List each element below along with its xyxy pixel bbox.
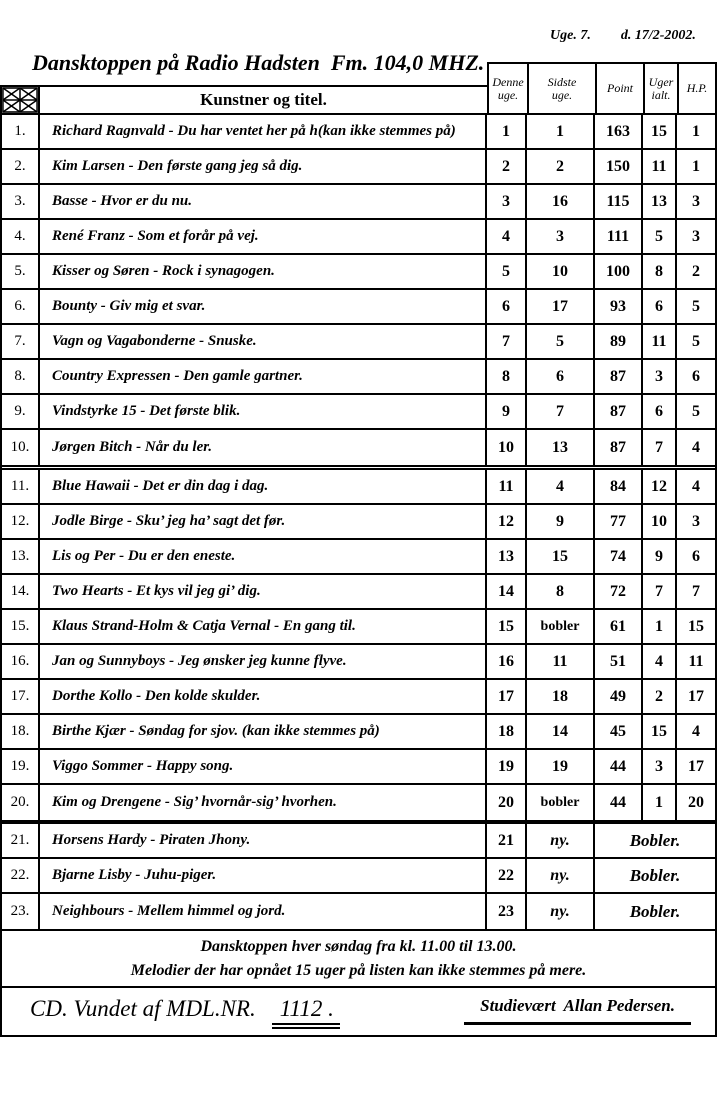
week-label: Uge. 7. <box>550 28 591 43</box>
table-row <box>2 115 715 150</box>
col-header-hp: H.P. <box>686 81 708 95</box>
song-title-cell: Bounty - Giv mig et svar. <box>40 290 487 323</box>
point-cell: 74 <box>595 540 643 573</box>
rank-cell: 13. <box>2 540 40 573</box>
table-row <box>2 824 715 859</box>
uger-ialt-cell: 11 <box>643 150 677 183</box>
denne-uge-cell: 3 <box>487 185 527 218</box>
sidste-uge-cell: ny. <box>527 824 595 857</box>
chart-table <box>0 113 717 1037</box>
song-title-cell: Kim og Drengene - Sig’ hvornår-sig’ hvorhen. <box>40 785 487 820</box>
uger-ialt-cell: 5 <box>643 220 677 253</box>
point-cell: 111 <box>595 220 643 253</box>
uger-ialt-cell: 3 <box>643 360 677 393</box>
column-headers <box>487 62 717 113</box>
uger-ialt-cell: 11 <box>643 325 677 358</box>
hp-cell: 1 <box>692 157 700 175</box>
sidste-uge-cell: 1 <box>527 115 595 148</box>
uger-ialt-cell: 13 <box>643 185 677 218</box>
table-row <box>2 290 715 325</box>
main-column-header: Kunstner og titel. <box>200 90 327 109</box>
table-row <box>2 185 715 220</box>
rank-cell: 18. <box>2 715 40 748</box>
denne-uge-cell: 21 <box>487 824 527 857</box>
denne-uge-cell: 22 <box>487 859 527 892</box>
table-row <box>2 325 715 360</box>
bobler-status-cell: Bobler. <box>629 901 681 921</box>
denne-uge-cell: 12 <box>487 505 527 538</box>
footer-notes <box>0 929 717 988</box>
point-cell: 115 <box>595 185 643 218</box>
meta-row <box>550 28 696 44</box>
song-title-cell: Dorthe Kollo - Den kolde skulder. <box>40 680 487 713</box>
song-title-cell: Viggo Sommer - Happy song. <box>40 750 487 783</box>
point-cell: 61 <box>595 610 643 643</box>
table-row <box>2 750 715 785</box>
rank-cell: 23. <box>2 894 40 929</box>
point-cell: 84 <box>595 470 643 503</box>
table-row <box>2 395 715 430</box>
sidste-uge-cell: 14 <box>527 715 595 748</box>
song-title-cell: Klaus Strand-Holm & Catja Vernal - En gang til. <box>40 610 487 643</box>
denne-uge-cell: 17 <box>487 680 527 713</box>
song-title-cell: Vagn og Vagabonderne - Snuske. <box>40 325 487 358</box>
hp-cell: 11 <box>688 652 704 670</box>
table-row <box>2 470 715 505</box>
table-row <box>2 360 715 395</box>
hp-cell: 7 <box>692 582 700 600</box>
uger-ialt-cell: 4 <box>643 645 677 678</box>
hp-cell: 3 <box>692 227 700 245</box>
song-title-cell: Jørgen Bitch - Når du ler. <box>40 430 487 465</box>
song-title-cell: Horsens Hardy - Piraten Jhony. <box>40 824 487 857</box>
sidste-uge-cell: 11 <box>527 645 595 678</box>
uger-ialt-cell: 6 <box>643 290 677 323</box>
rank-cell: 9. <box>2 395 40 428</box>
denne-uge-cell: 9 <box>487 395 527 428</box>
hp-cell: 5 <box>692 332 700 350</box>
denne-uge-cell: 14 <box>487 575 527 608</box>
rank-cell: 3. <box>2 185 40 218</box>
denne-uge-cell: 15 <box>487 610 527 643</box>
point-cell: 89 <box>595 325 643 358</box>
crosshatch-grid-icon <box>2 87 40 113</box>
denne-uge-cell: 10 <box>487 430 527 465</box>
host-name: Studievært Allan Pedersen. <box>464 996 691 1025</box>
hp-cell: 15 <box>688 617 704 635</box>
table-row <box>2 785 715 820</box>
uger-ialt-cell: 1 <box>643 610 677 643</box>
song-title-cell: Richard Ragnvald - Du har ventet her på h(kan ikke stemmes på) <box>40 115 487 148</box>
hp-cell: 17 <box>688 757 704 775</box>
bobler-status-cell: Bobler. <box>629 830 681 850</box>
denne-uge-cell: 7 <box>487 325 527 358</box>
cd-winner-section <box>0 988 717 1037</box>
uger-ialt-cell: 1 <box>643 785 677 820</box>
rows-eleven-to-twenty <box>0 470 717 820</box>
denne-uge-cell: 6 <box>487 290 527 323</box>
rank-cell: 6. <box>2 290 40 323</box>
hp-cell: 4 <box>692 722 700 740</box>
date-label: d. 17/2-2002. <box>620 28 696 43</box>
page-title: Dansktoppen på Radio Hadsten Fm. 104,0 MHZ. <box>32 50 485 75</box>
point-cell: 72 <box>595 575 643 608</box>
rank-cell: 12. <box>2 505 40 538</box>
point-cell: 44 <box>595 750 643 783</box>
sidste-uge-cell: 18 <box>527 680 595 713</box>
table-row <box>2 680 715 715</box>
uger-ialt-cell: 9 <box>643 540 677 573</box>
uger-ialt-cell: 8 <box>643 255 677 288</box>
cd-winner-number-underline <box>272 996 340 1029</box>
cd-winner-label: CD. Vundet af MDL.NR. <box>30 996 256 1021</box>
table-row <box>2 505 715 540</box>
song-title-cell: Jan og Sunnyboys - Jeg ønsker jeg kunne flyve. <box>40 645 487 678</box>
rank-cell: 7. <box>2 325 40 358</box>
sidste-uge-cell: 2 <box>527 150 595 183</box>
cd-winner-line <box>30 996 340 1029</box>
hp-cell: 6 <box>692 367 700 385</box>
rank-cell: 16. <box>2 645 40 678</box>
song-title-cell: Jodle Birge - Sku’ jeg ha’ sagt det før. <box>40 505 487 538</box>
sidste-uge-cell: 3 <box>527 220 595 253</box>
point-cell: 150 <box>595 150 643 183</box>
rank-cell: 20. <box>2 785 40 820</box>
hp-cell: 3 <box>692 512 700 530</box>
uger-ialt-cell: 10 <box>643 505 677 538</box>
song-title-cell: Neighbours - Mellem himmel og jord. <box>40 894 487 929</box>
table-row <box>2 715 715 750</box>
sidste-uge-cell: bobler <box>527 785 595 820</box>
point-cell: 163 <box>595 115 643 148</box>
denne-uge-cell: 19 <box>487 750 527 783</box>
point-cell: 87 <box>595 430 643 465</box>
hp-cell: 20 <box>688 793 704 811</box>
table-row <box>2 859 715 894</box>
song-title-cell: Bjarne Lisby - Juhu-piger. <box>40 859 487 892</box>
cd-winner-number: 1112 <box>279 996 323 1021</box>
point-cell: 77 <box>595 505 643 538</box>
rank-cell: 22. <box>2 859 40 892</box>
song-title-cell: Country Expressen - Den gamle gartner. <box>40 360 487 393</box>
sidste-uge-cell: 8 <box>527 575 595 608</box>
rank-cell: 2. <box>2 150 40 183</box>
sidste-uge-cell: 13 <box>527 430 595 465</box>
rank-cell: 10. <box>2 430 40 465</box>
hp-cell: 17 <box>688 687 704 705</box>
uger-ialt-cell: 7 <box>643 575 677 608</box>
point-cell: 44 <box>595 785 643 820</box>
denne-uge-cell: 2 <box>487 150 527 183</box>
hp-cell: 5 <box>692 297 700 315</box>
sidste-uge-cell: 9 <box>527 505 595 538</box>
sidste-uge-cell: 5 <box>527 325 595 358</box>
rank-cell: 8. <box>2 360 40 393</box>
sidste-uge-cell: 17 <box>527 290 595 323</box>
song-title-cell: René Franz - Som et forår på vej. <box>40 220 487 253</box>
rank-cell: 14. <box>2 575 40 608</box>
denne-uge-cell: 13 <box>487 540 527 573</box>
rows-top-ten <box>0 115 717 465</box>
uger-ialt-cell: 2 <box>643 680 677 713</box>
hp-cell: 3 <box>692 192 700 210</box>
rank-cell: 11. <box>2 470 40 503</box>
col-header-denne-uge: Denne uge. <box>489 64 529 113</box>
rank-cell: 21. <box>2 824 40 857</box>
denne-uge-cell: 8 <box>487 360 527 393</box>
point-cell: 51 <box>595 645 643 678</box>
table-row <box>2 255 715 290</box>
broadcast-time-note: Dansktoppen hver søndag fra kl. 11.00 til 13.00. <box>200 937 517 955</box>
table-header <box>0 85 487 113</box>
sidste-uge-cell: 4 <box>527 470 595 503</box>
point-cell: 87 <box>595 360 643 393</box>
song-title-cell: Blue Hawaii - Det er din dag i dag. <box>40 470 487 503</box>
denne-uge-cell: 5 <box>487 255 527 288</box>
col-header-point: Point <box>597 64 645 113</box>
point-cell: 45 <box>595 715 643 748</box>
denne-uge-cell: 23 <box>487 894 527 929</box>
sidste-uge-cell: bobler <box>527 610 595 643</box>
sidste-uge-cell: 16 <box>527 185 595 218</box>
rank-cell: 4. <box>2 220 40 253</box>
table-row <box>2 150 715 185</box>
denne-uge-cell: 16 <box>487 645 527 678</box>
point-cell: 87 <box>595 395 643 428</box>
rank-cell: 1. <box>2 115 40 148</box>
hp-cell: 4 <box>692 477 700 495</box>
hp-cell: 5 <box>692 402 700 420</box>
uger-ialt-cell: 3 <box>643 750 677 783</box>
sidste-uge-cell: 19 <box>527 750 595 783</box>
denne-uge-cell: 1 <box>487 115 527 148</box>
table-row <box>2 645 715 680</box>
hp-cell: 6 <box>692 547 700 565</box>
song-title-cell: Kim Larsen - Den første gang jeg så dig. <box>40 150 487 183</box>
uger-ialt-cell: 7 <box>643 430 677 465</box>
song-title-cell: Birthe Kjær - Søndag for sjov. (kan ikke stemmes på) <box>40 715 487 748</box>
sidste-uge-cell: 10 <box>527 255 595 288</box>
cd-winner-suffix: . <box>322 996 334 1021</box>
denne-uge-cell: 20 <box>487 785 527 820</box>
uger-ialt-cell: 6 <box>643 395 677 428</box>
denne-uge-cell: 11 <box>487 470 527 503</box>
table-row <box>2 610 715 645</box>
song-title-cell: Lis og Per - Du er den eneste. <box>40 540 487 573</box>
voting-rule-note: Melodier der har opnået 15 uger på listen kan ikke stemmes på mere. <box>130 961 587 979</box>
song-title-cell: Kisser og Søren - Rock i synagogen. <box>40 255 487 288</box>
table-row <box>2 540 715 575</box>
table-row <box>2 430 715 465</box>
sidste-uge-cell: ny. <box>527 859 595 892</box>
denne-uge-cell: 4 <box>487 220 527 253</box>
rank-cell: 19. <box>2 750 40 783</box>
sidste-uge-cell: ny. <box>527 894 595 929</box>
col-header-sidste-uge: Sidste uge. <box>529 64 597 113</box>
uger-ialt-cell: 15 <box>643 115 677 148</box>
rank-cell: 17. <box>2 680 40 713</box>
point-cell: 49 <box>595 680 643 713</box>
point-cell: 93 <box>595 290 643 323</box>
table-row <box>2 575 715 610</box>
col-header-uger-ialt: Uger ialt. <box>645 64 679 113</box>
rows-bubbling <box>0 824 717 929</box>
denne-uge-cell: 18 <box>487 715 527 748</box>
point-cell: 100 <box>595 255 643 288</box>
uger-ialt-cell: 12 <box>643 470 677 503</box>
song-title-cell: Basse - Hvor er du nu. <box>40 185 487 218</box>
hp-cell: 1 <box>692 122 700 140</box>
hp-cell: 2 <box>692 262 700 280</box>
table-row <box>2 894 715 929</box>
song-title-cell: Two Hearts - Et kys vil jeg gi’ dig. <box>40 575 487 608</box>
sidste-uge-cell: 6 <box>527 360 595 393</box>
song-title-cell: Vindstyrke 15 - Det første blik. <box>40 395 487 428</box>
uger-ialt-cell: 15 <box>643 715 677 748</box>
table-row <box>2 220 715 255</box>
bobler-status-cell: Bobler. <box>629 865 681 885</box>
hp-cell: 4 <box>692 438 700 456</box>
rank-cell: 5. <box>2 255 40 288</box>
sidste-uge-cell: 7 <box>527 395 595 428</box>
rank-cell: 15. <box>2 610 40 643</box>
sidste-uge-cell: 15 <box>527 540 595 573</box>
